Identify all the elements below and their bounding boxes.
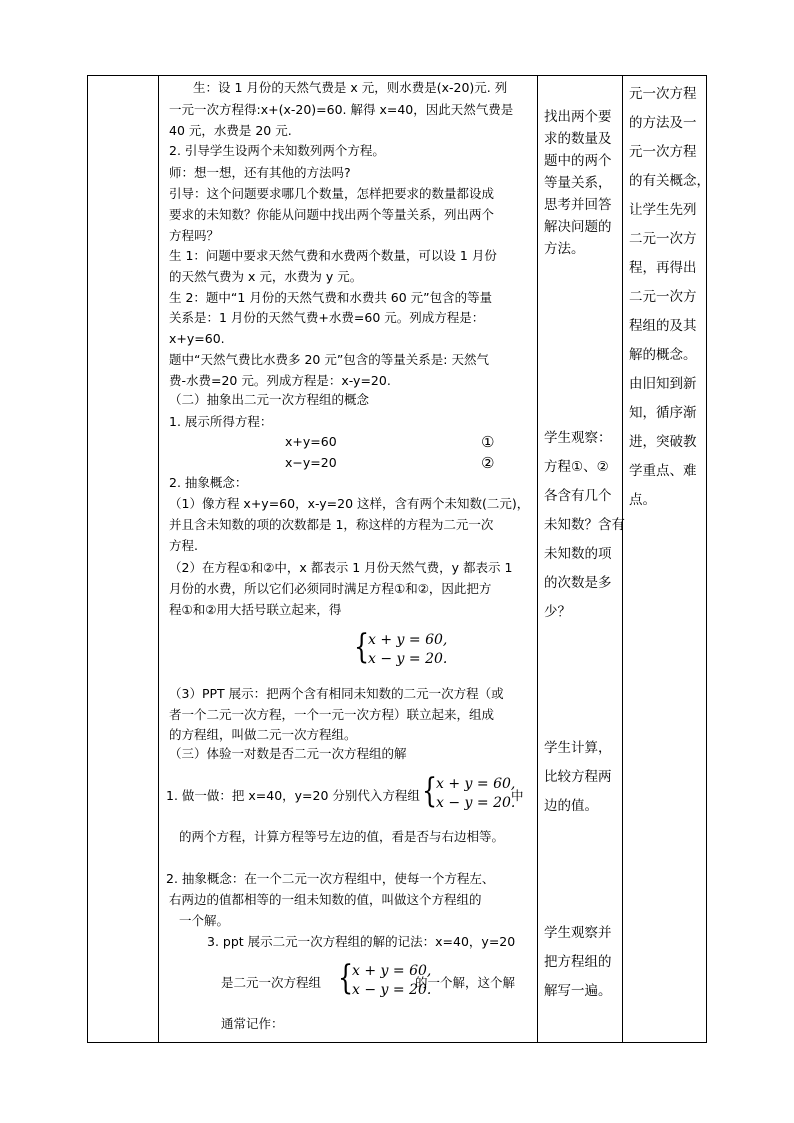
activity-line: 少？ [544,604,571,620]
intent-line: 的有关概念， [629,173,710,189]
inline-system-equation-1: x + y = 60, [436,776,516,792]
activity-line: 各含有几个 [544,488,612,504]
intent-line: 程组的及其 [629,318,697,334]
lesson-table [87,75,710,1043]
equation-system [354,627,474,670]
system-equation-2: x − y = 20. [368,651,448,667]
text-line: 3. ppt 展示二元一次方程组的解的记法：x=40，y=20 [207,934,516,949]
intent-line: 点。 [629,492,656,508]
equation-1-mark: ① [481,433,495,451]
activity-line: 比较方程两 [544,769,612,785]
intent-line: 进，突破教 [629,434,697,450]
design-intent-cell [623,76,710,1042]
activity-line: 方法。 [544,241,585,257]
activity-line: 边的值。 [544,798,598,814]
activity-line: 解写一遍。 [544,983,612,999]
equation-2-mark: ② [481,454,495,472]
text-line: 中 [511,788,524,803]
activity-line: 方程①、② [544,459,609,475]
system-equation-1: x + y = 60, [368,632,448,648]
text-line: 方程. [169,538,198,553]
text-line: 一个解。 [179,913,230,928]
intent-line: 的方法及一 [629,115,697,131]
student-activity-cell [538,76,625,1042]
text-line: 引导：这个问题要求哪几个数量，怎样把要求的数量都设成 [169,186,495,201]
text-line: 生 2：题中“1 月份的天然气费和水费共 60 元”包含的等量 [169,290,493,305]
activity-line: 把方程组的 [544,954,612,970]
activity-line: 题中的两个 [544,153,612,169]
text-line: 程①和②用大括号联立起来，得 [169,602,342,617]
text-line: 关系是：1 月份的天然气费+水费=60 元。列成方程是： [169,310,485,325]
teaching-process-cell [159,76,537,1042]
text-line: （1）像方程 x+y=60，x-y=20 这样，含有两个未知数(二元)， [169,496,530,511]
text-line: 2. 抽象概念：在一个二元一次方程组中，使每一个方程左、 [166,871,495,886]
equation-2: x−y=20 [285,455,337,470]
activity-line: 求的数量及 [544,131,612,147]
text-line: 月份的水费，所以它们必须同时满足方程①和②，因此把方 [169,581,492,596]
text-line: 2. 引导学生设两个未知数列两个方程。 [169,143,385,158]
intent-line: 让学生先列 [629,202,697,218]
text-line: 是二元一次方程组 [221,975,322,990]
stage-cell [88,76,158,1042]
text-line: （2）在方程①和②中，x 都表示 1 月份天然气费，y 都表示 1 [169,560,513,575]
text-line: 2. 抽象概念： [169,475,248,490]
activity-line: 未知数的项 [544,546,612,562]
intent-line: 二元一次方 [629,231,697,247]
intent-line: 知，循序渐 [629,405,697,421]
intent-line: 解的概念。 [629,347,697,363]
text-line: 的方程组，叫做二元一次方程组。 [169,727,357,742]
activity-line: 学生计算， [544,740,612,756]
activity-line: 学生观察： [544,430,612,446]
text-line: 师：想一想，还有其他的方法吗? [169,165,351,180]
activity-line: 学生观察并 [544,925,612,941]
text-line: 的两个方程，计算方程等号左边的值，看是否与右边相等。 [179,829,505,844]
activity-line: 思考并回答 [544,197,612,213]
text-line: 者一个二元一次方程，一个一元一次方程）联立起来，组成 [169,707,495,722]
text-line: 一元一次方程得:x+(x-20)=60. 解得 x=40，因此天然气费是 [169,102,514,117]
text-line: 要求的未知数？你能从问题中找出两个等量关系，列出两个 [169,207,495,222]
activity-line: 等量关系， [544,175,612,191]
text-line: 40 元，水费是 20 元. [169,123,292,138]
inline-system-equation-2: x − y = 20. [436,795,516,811]
activity-line: 解决问题的 [544,219,612,235]
text-line: 生：设 1 月份的天然气费是 x 元，则水费是(x-20)元. 列 [193,80,508,95]
text-line: （3）PPT 展示：把两个含有相同未知数的二元一次方程（或 [169,686,504,701]
solution-system-equation-1: x + y = 60, [352,963,432,979]
text-line: 通常记作： [221,1016,284,1031]
intent-line: 元一次方程 [629,86,697,102]
text-line: 1. 展示所得方程： [169,414,273,429]
equation-1: x+y=60 [285,434,337,449]
text-line: 的天然气费为 x 元，水费为 y 元。 [169,269,363,284]
intent-line: 元一次方程 [629,144,697,160]
text-line: x+y=60. [169,331,225,346]
text-line: 生 1：问题中要求天然气费和水费两个数量，可以设 1 月份 [169,248,497,263]
text-line: 1. 做一做：把 x=40，y=20 分别代入方程组 [166,788,420,803]
intent-line: 由旧知到新 [629,376,697,392]
activity-line: 找出两个要 [544,109,612,125]
brace-icon: { [422,771,438,811]
text-line: 的一个解，这个解 [415,975,516,990]
brace-icon: { [354,627,370,667]
text-line: 题中“天然气费比水费多 20 元”包含的等量关系是: 天然气 [169,352,489,367]
activity-line: 的次数是多 [544,575,612,591]
activity-line: 未知数？含有 [544,517,625,533]
intent-line: 二元一次方 [629,289,697,305]
text-line: 方程吗？ [169,228,220,243]
section-heading: （三）体验一对数是否二元一次方程组的解 [169,746,407,761]
intent-line: 学重点、难 [629,463,697,479]
brace-icon: { [338,958,354,998]
text-line: 右两边的值都相等的一组未知数的值，叫做这个方程组的 [169,892,482,907]
text-line: 费-水费=20 元。列成方程是：x-y=20. [169,373,391,388]
intent-line: 程，再得出 [629,260,697,276]
section-heading: （二）抽象出二元一次方程组的概念 [169,392,370,407]
text-line: 并且含未知数的项的次数都是 1，称这样的方程为二元一次 [169,517,494,532]
solution-system-equation-2: x − y = 20. [352,982,432,998]
